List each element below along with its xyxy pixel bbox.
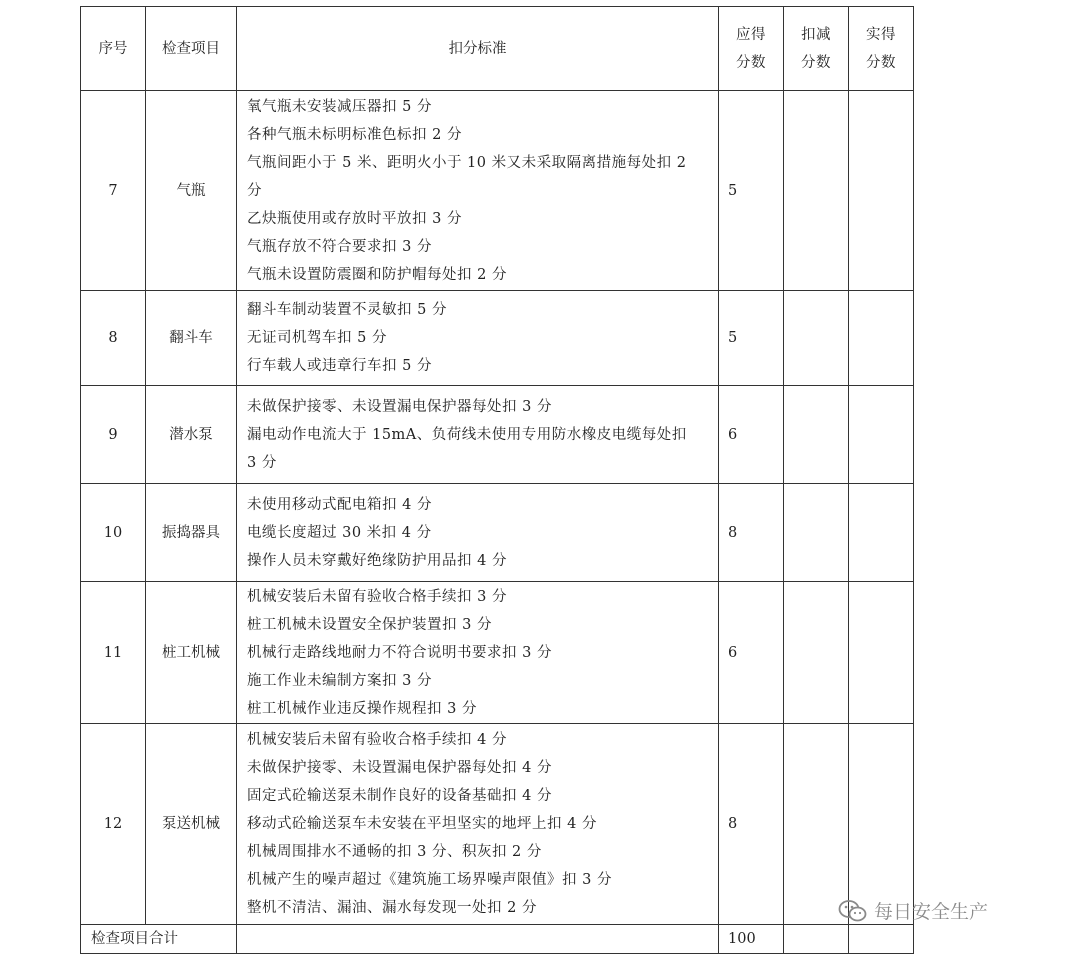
row-number: 12	[81, 724, 146, 925]
actual-score[interactable]	[849, 484, 914, 582]
criteria-line: 未做保护接零、未设置漏电保护器每处扣 4 分	[247, 760, 552, 776]
criteria-line: 机械周围排水不通畅的扣 3 分、积灰扣 2 分	[247, 844, 542, 860]
total-actual[interactable]	[849, 925, 914, 954]
actual-score[interactable]	[849, 291, 914, 386]
header-actual-score	[849, 7, 914, 91]
table-row	[81, 582, 914, 724]
deduction-criteria	[237, 582, 719, 724]
inspection-item: 气瓶	[146, 91, 237, 291]
actual-score[interactable]	[849, 724, 914, 925]
header-actual-line2: 分数	[866, 54, 896, 71]
watermark-text: 每日安全生产	[874, 901, 989, 923]
header-deduct-line1: 扣减	[801, 26, 831, 43]
table-row	[81, 724, 914, 925]
total-score: 100	[719, 925, 784, 954]
inspection-item: 振捣器具	[146, 484, 237, 582]
row-number: 11	[81, 582, 146, 724]
criteria-line: 固定式砼输送泵未制作良好的设备基础扣 4 分	[247, 788, 552, 804]
criteria-line: 机械产生的噪声超过《建筑施工场界噪声限值》扣 3 分	[247, 872, 612, 888]
criteria-line: 分	[247, 182, 262, 199]
deduction-criteria	[237, 724, 719, 925]
header-item: 检查项目	[146, 7, 237, 91]
deducted-score[interactable]	[784, 724, 849, 925]
due-score: 5	[719, 291, 784, 386]
criteria-line: 机械行走路线地耐力不符合说明书要求扣 3 分	[247, 644, 552, 661]
table-row	[81, 291, 914, 386]
header-deduct-line2: 分数	[801, 54, 831, 71]
criteria-line: 无证司机驾车扣 5 分	[247, 330, 387, 346]
total-criteria-empty	[237, 925, 719, 954]
row-number: 7	[81, 91, 146, 291]
due-score: 8	[719, 484, 784, 582]
table-row	[81, 386, 914, 484]
criteria-line: 翻斗车制动装置不灵敏扣 5 分	[247, 302, 447, 318]
actual-score[interactable]	[849, 386, 914, 484]
criteria-line: 移动式砼输送泵车未安装在平坦坚实的地坪上扣 4 分	[247, 816, 597, 832]
criteria-line: 漏电动作电流大于 15mA、负荷线未使用专用防水橡皮电缆每处扣	[247, 426, 687, 443]
criteria-line: 各种气瓶未标明标准色标扣 2 分	[247, 126, 462, 143]
criteria-line: 气瓶未设置防震圈和防护帽每处扣 2 分	[247, 266, 507, 283]
criteria-line: 施工作业未编制方案扣 3 分	[247, 672, 432, 689]
header-actual-line1: 实得	[866, 26, 896, 43]
inspection-table	[80, 6, 914, 954]
inspection-item: 桩工机械	[146, 582, 237, 724]
criteria-line: 机械安装后未留有验收合格手续扣 3 分	[247, 588, 507, 605]
criteria-line: 操作人员未穿戴好绝缘防护用品扣 4 分	[247, 552, 507, 569]
deduction-criteria	[237, 291, 719, 386]
criteria-line: 气瓶间距小于 5 米、距明火小于 10 米又未采取隔离措施每处扣 2	[247, 154, 687, 171]
inspection-item: 潜水泵	[146, 386, 237, 484]
row-number: 8	[81, 291, 146, 386]
deducted-score[interactable]	[784, 582, 849, 724]
deducted-score[interactable]	[784, 386, 849, 484]
header-criteria: 扣分标准	[237, 7, 719, 91]
due-score: 6	[719, 582, 784, 724]
total-deducted[interactable]	[784, 925, 849, 954]
header-due-score	[719, 7, 784, 91]
deduction-criteria	[237, 386, 719, 484]
header-due-line2: 分数	[736, 54, 766, 71]
table-row	[81, 91, 914, 291]
deduction-criteria	[237, 484, 719, 582]
row-number: 10	[81, 484, 146, 582]
criteria-line: 气瓶存放不符合要求扣 3 分	[247, 238, 432, 255]
criteria-line: 桩工机械作业违反操作规程扣 3 分	[247, 700, 477, 717]
criteria-line: 电缆长度超过 30 米扣 4 分	[247, 524, 432, 541]
deduction-criteria	[237, 91, 719, 291]
criteria-line: 氧气瓶未安装减压器扣 5 分	[247, 98, 432, 115]
due-score: 5	[719, 91, 784, 291]
total-row	[81, 925, 914, 954]
header-due-line1: 应得	[736, 26, 766, 43]
criteria-line: 行车载人或违章行车扣 5 分	[247, 358, 432, 374]
criteria-line: 桩工机械未设置安全保护装置扣 3 分	[247, 616, 492, 633]
due-score: 8	[719, 724, 784, 925]
actual-score[interactable]	[849, 582, 914, 724]
row-number: 9	[81, 386, 146, 484]
criteria-line: 未使用移动式配电箱扣 4 分	[247, 496, 432, 513]
deducted-score[interactable]	[784, 91, 849, 291]
inspection-item: 泵送机械	[146, 724, 237, 925]
criteria-line: 整机不清洁、漏油、漏水每发现一处扣 2 分	[247, 900, 537, 916]
criteria-line: 机械安装后未留有验收合格手续扣 4 分	[247, 732, 507, 748]
due-score: 6	[719, 386, 784, 484]
watermark	[838, 897, 988, 924]
total-label: 检查项目合计	[81, 925, 237, 954]
criteria-line: 乙炔瓶使用或存放时平放扣 3 分	[247, 210, 462, 227]
header-deduct-score	[784, 7, 849, 91]
inspection-item: 翻斗车	[146, 291, 237, 386]
deducted-score[interactable]	[784, 484, 849, 582]
table-row	[81, 484, 914, 582]
table-header	[81, 7, 914, 91]
header-no: 序号	[81, 7, 146, 91]
criteria-line: 未做保护接零、未设置漏电保护器每处扣 3 分	[247, 398, 552, 415]
wechat-icon	[838, 899, 868, 923]
deducted-score[interactable]	[784, 291, 849, 386]
actual-score[interactable]	[849, 91, 914, 291]
criteria-line: 3 分	[247, 454, 277, 471]
